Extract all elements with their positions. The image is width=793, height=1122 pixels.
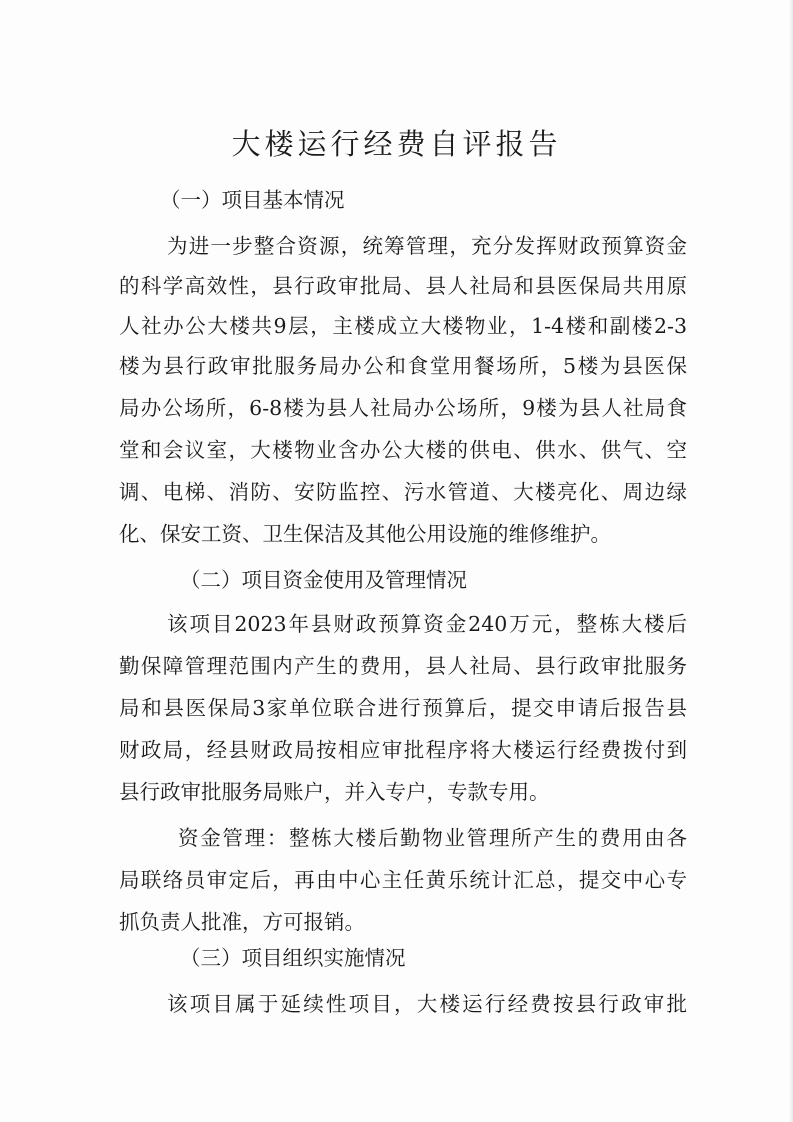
paragraph-line: 局办公场所，6-8楼为县人社局办公场所，9楼为县人社局食	[119, 396, 687, 420]
paragraph-line: 楼为县行政审批服务局办公和食堂用餐场所，5楼为县医保	[119, 354, 687, 378]
scan-edge-shadow	[789, 0, 793, 1122]
paragraph-line: 该项目属于延续性项目，大楼运行经费按县行政审批	[167, 992, 687, 1016]
paragraph-line: 抓负责人批准，方可报销。	[119, 910, 365, 934]
section-heading-3: （三）项目组织实施情况	[180, 946, 406, 970]
paragraph-line: 人社办公大楼共9层，主楼成立大楼物业，1-4楼和副楼2-3	[119, 314, 687, 338]
paragraph-line: 化、保安工资、卫生保洁及其他公用设施的维修维护。	[119, 522, 611, 546]
paragraph-line: 县行政审批服务局账户，并入专户，专款专用。	[119, 780, 550, 804]
paragraph-line: 该项目2023年县财政预算资金240万元，整栋大楼后	[167, 612, 687, 636]
document-title: 大楼运行经费自评报告	[231, 127, 562, 161]
paragraph-line: 为进一步整合资源，统筹管理，充分发挥财政预算资金	[167, 234, 687, 258]
paragraph-line: 堂和会议室，大楼物业含办公大楼的供电、供水、供气、空	[119, 438, 687, 462]
section-heading-1: （一）项目基本情况	[160, 188, 345, 212]
paragraph-line: 的科学高效性，县行政审批局、县人社局和县医保局共用原	[119, 274, 687, 298]
paragraph-line: 勤保障管理范围内产生的费用，县人社局、县行政审批服务	[119, 654, 687, 678]
paragraph-line: 局和县医保局3家单位联合进行预算后，提交申请后报告县	[119, 696, 687, 720]
paragraph-line: 局联络员审定后，再由中心主任黄乐统计汇总，提交中心专	[119, 868, 687, 892]
paragraph-line: 财政局，经县财政局按相应审批程序将大楼运行经费拨付到	[119, 738, 687, 762]
paragraph-line: 资金管理：整栋大楼后勤物业管理所产生的费用由各	[178, 826, 687, 850]
section-heading-2: （二）项目资金使用及管理情况	[180, 568, 467, 592]
paragraph-line: 调、电梯、消防、安防监控、污水管道、大楼亮化、周边绿	[119, 480, 687, 504]
